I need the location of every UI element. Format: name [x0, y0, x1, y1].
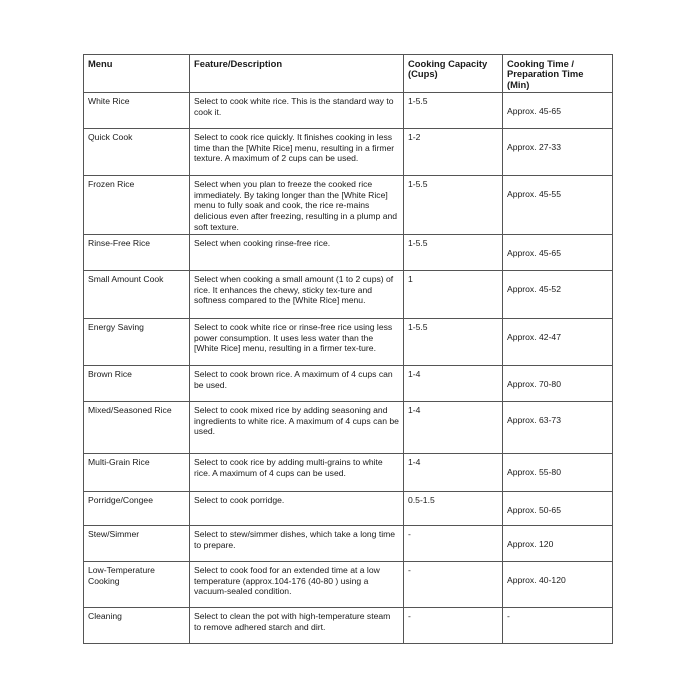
- time-cell: [503, 562, 613, 608]
- time-cell: [503, 492, 613, 526]
- description-cell: Select to stew/simmer dishes, which take a long time to prepare.: [190, 526, 404, 562]
- time-value: Approx. 120: [507, 539, 554, 550]
- table-row: [84, 402, 613, 454]
- time-value: Approx. 45-52: [507, 284, 561, 295]
- menu-cell: Brown Rice: [84, 366, 190, 402]
- menu-cell: Rinse-Free Rice: [84, 235, 190, 271]
- capacity-cell: 1-5.5: [404, 319, 503, 366]
- table-row: [84, 93, 613, 129]
- table-row: [84, 129, 613, 176]
- capacity-cell: -: [404, 526, 503, 562]
- time-value: Approx. 42-47: [507, 332, 561, 343]
- time-value: Approx. 63-73: [507, 415, 561, 426]
- menu-cell: Energy Saving: [84, 319, 190, 366]
- table-row: [84, 271, 613, 319]
- menu-cell: Mixed/Seasoned Rice: [84, 402, 190, 454]
- time-value: Approx. 55-80: [507, 467, 561, 478]
- menu-cell: Multi-Grain Rice: [84, 454, 190, 492]
- time-cell: [503, 129, 613, 176]
- table-row: [84, 492, 613, 526]
- menu-cell: Frozen Rice: [84, 176, 190, 235]
- capacity-cell: -: [404, 562, 503, 608]
- description-cell: Select when cooking a small amount (1 to 2 cups) of rice. It enhances the chewy, sticky tex-ture and softness compared to the [White Rice] menu.: [190, 271, 404, 319]
- header-capacity: Cooking Capacity (Cups): [404, 55, 503, 93]
- time-cell: [503, 319, 613, 366]
- time-value: Approx. 27-33: [507, 142, 561, 153]
- table-row: [84, 526, 613, 562]
- capacity-cell: 0.5-1.5: [404, 492, 503, 526]
- menu-cell: Porridge/Congee: [84, 492, 190, 526]
- time-value: Approx. 40-120: [507, 575, 566, 586]
- time-value: Approx. 45-65: [507, 106, 561, 117]
- description-cell: Select to cook rice by adding multi-grains to white rice. A maximum of 4 cups can be used.: [190, 454, 404, 492]
- time-cell: [503, 526, 613, 562]
- table-row: [84, 366, 613, 402]
- description-cell: Select to cook mixed rice by adding seasoning and ingredients to white rice. A maximum of 4 cups can be used.: [190, 402, 404, 454]
- description-cell: Select to cook brown rice. A maximum of 4 cups can be used.: [190, 366, 404, 402]
- capacity-cell: 1-5.5: [404, 235, 503, 271]
- menu-cell: Stew/Simmer: [84, 526, 190, 562]
- cooking-menu-table: [83, 54, 613, 644]
- description-cell: Select to cook white rice. This is the standard way to cook it.: [190, 93, 404, 129]
- time-value: Approx. 45-55: [507, 189, 561, 200]
- table-row: [84, 176, 613, 235]
- time-value: Approx. 50-65: [507, 505, 561, 516]
- menu-cell: Cleaning: [84, 608, 190, 644]
- description-cell: Select to clean the pot with high-temperature steam to remove adhered starch and dirt.: [190, 608, 404, 644]
- table-row: [84, 319, 613, 366]
- header-menu: Menu: [84, 55, 190, 93]
- time-value: -: [507, 611, 510, 622]
- time-cell: [503, 402, 613, 454]
- time-cell: [503, 176, 613, 235]
- capacity-cell: 1-5.5: [404, 93, 503, 129]
- time-cell: [503, 366, 613, 402]
- time-cell: [503, 608, 613, 644]
- description-cell: Select when you plan to freeze the cooked rice immediately. By taking longer than the [White Rice] menu to fully soak and cook, the rice re-mains delicious even after freezing, resulting in a plump and soft texture.: [190, 176, 404, 235]
- time-value: Approx. 70-80: [507, 379, 561, 390]
- capacity-cell: 1-2: [404, 129, 503, 176]
- time-cell: [503, 235, 613, 271]
- header-description: Feature/Description: [190, 55, 404, 93]
- capacity-cell: 1-4: [404, 454, 503, 492]
- table-header-row: [84, 55, 613, 93]
- header-time: Cooking Time / Preparation Time (Min): [503, 55, 613, 93]
- table-body: [84, 93, 613, 644]
- capacity-cell: 1-4: [404, 366, 503, 402]
- table-row: [84, 454, 613, 492]
- capacity-cell: -: [404, 608, 503, 644]
- menu-cell: Small Amount Cook: [84, 271, 190, 319]
- description-cell: Select when cooking rinse-free rice.: [190, 235, 404, 271]
- time-cell: [503, 93, 613, 129]
- table-row: [84, 562, 613, 608]
- time-cell: [503, 454, 613, 492]
- menu-cell: White Rice: [84, 93, 190, 129]
- menu-cell: Quick Cook: [84, 129, 190, 176]
- time-cell: [503, 271, 613, 319]
- time-value: Approx. 45-65: [507, 248, 561, 259]
- description-cell: Select to cook white rice or rinse-free rice using less power consumption. It uses less water than the [White Rice] menu, resulting in a firmer tex-ture.: [190, 319, 404, 366]
- table-row: [84, 235, 613, 271]
- capacity-cell: 1: [404, 271, 503, 319]
- menu-cell: Low-Temperature Cooking: [84, 562, 190, 608]
- description-cell: Select to cook food for an extended time at a low temperature (approx.104-176 (40-80 ) using a vacuum-sealed condition.: [190, 562, 404, 608]
- table-row: [84, 608, 613, 644]
- capacity-cell: 1-4: [404, 402, 503, 454]
- description-cell: Select to cook porridge.: [190, 492, 404, 526]
- description-cell: Select to cook rice quickly. It finishes cooking in less time than the [White Rice] menu, resulting in a firmer texture. A maximum of 2 cups can be used.: [190, 129, 404, 176]
- capacity-cell: 1-5.5: [404, 176, 503, 235]
